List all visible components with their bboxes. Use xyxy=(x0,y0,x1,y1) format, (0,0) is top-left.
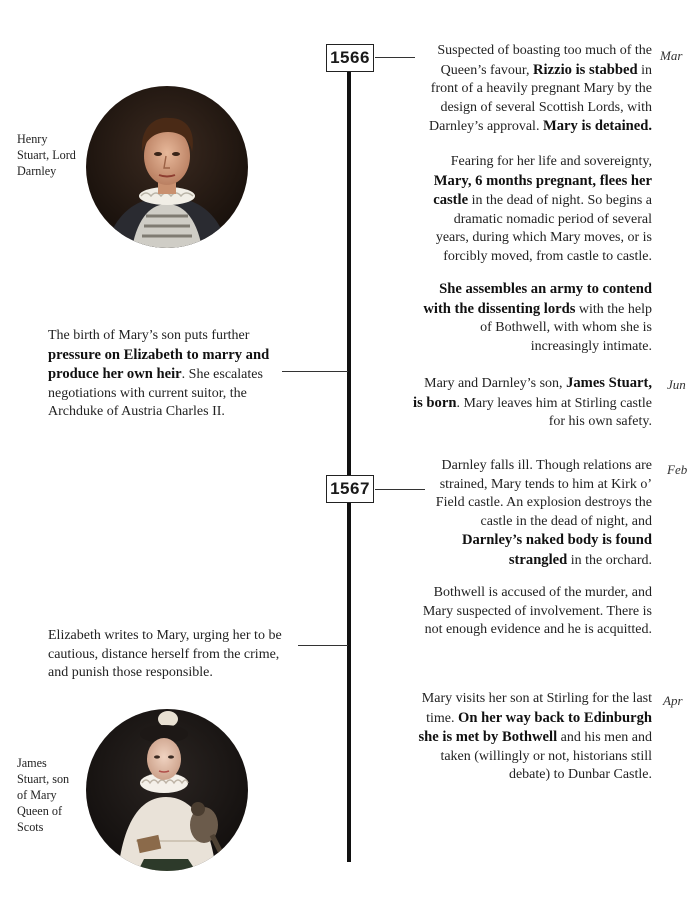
event-highlight: She assembles an army to contend with the dissenting lords xyxy=(423,281,652,317)
connector-1567 xyxy=(375,489,425,490)
month-label-feb: Feb xyxy=(667,462,688,477)
year-marker-1566: 1566 xyxy=(326,44,374,72)
event-text: . Mary leaves him at Stirling castle for his own safety. xyxy=(456,395,652,429)
event-text: in the dead of night. So begins a dramatic nomadic period of several years, during which Mary moves, or is forcibly moved, from castle to castle. xyxy=(435,193,652,264)
event-text: Darnley falls ill. Though relations are strained, Mary tends to him at Kirk o’ Field castle. An explosion destroys the castle in the dead of night, and xyxy=(435,458,652,529)
month-label-apr: Apr xyxy=(663,693,683,708)
month-label-jun: Jun xyxy=(667,377,686,392)
event-text: and his men and taken (willingly or not, historians still debate) to Dunbar Castle. xyxy=(440,730,652,782)
event-text: in front of a heavily pregnant Mary by the design of several Scottish Lords, with Darnley’s approval. xyxy=(429,62,652,134)
event-highlight: On her way back to Edinburgh she is met by Bothwell xyxy=(418,709,652,745)
event-text: in the orchard. xyxy=(567,552,652,568)
event-flees-castle xyxy=(420,153,652,266)
event-text: Suspected of boasting too much of the Queen’s favour, xyxy=(437,43,652,78)
event-highlight: Darnley’s naked body is found strangled xyxy=(461,532,652,568)
james-caption: James Stuart, son of Mary Queen of Scots xyxy=(17,756,70,834)
darnley-portrait xyxy=(86,86,248,248)
timeline-spine xyxy=(347,62,351,862)
event-dunbar-castle xyxy=(412,690,652,785)
event-highlight: Rizzio is stabbed xyxy=(533,61,638,78)
event-text: Elizabeth writes to Mary, urging her to be cautious, distance herself from the crime, and punish those responsible. xyxy=(48,628,282,680)
event-highlight: Mary is detained. xyxy=(542,118,652,134)
event-bothwell-acquitted xyxy=(420,584,652,640)
event-text: Mary and Darnley’s son, xyxy=(424,376,567,391)
event-elizabeth-heir xyxy=(48,327,288,422)
connector-1566 xyxy=(375,57,415,58)
event-highlight: Mary, 6 months pregnant, flees her castle xyxy=(433,172,652,208)
darnley-portrait-image xyxy=(86,86,248,248)
connector-left-2 xyxy=(298,645,348,646)
connector-left-1 xyxy=(282,371,348,372)
event-highlight: pressure on Elizabeth to marry and produce her own heir xyxy=(48,346,270,382)
event-text: Mary visits her son at Stirling for the last time. xyxy=(421,691,652,726)
event-darnley-murder xyxy=(420,457,652,570)
event-assembles-army xyxy=(416,280,652,356)
event-text: The birth of Mary’s son puts further xyxy=(48,328,250,343)
event-text: Fearing for her life and sovereignty, xyxy=(450,154,652,169)
event-rizzio xyxy=(412,42,652,137)
event-text: Bothwell is accused of the murder, and Mary suspected of involvement. There is not enough evidence and he is acquitted. xyxy=(422,585,652,637)
event-james-born xyxy=(412,374,652,432)
event-elizabeth-letter xyxy=(48,627,298,683)
event-text: . She escalates negotiations with current suitor, the Archduke of Austria Charles II. xyxy=(48,367,263,419)
darnley-caption: Henry Stuart, Lord Darnley xyxy=(17,132,76,178)
event-highlight: James Stuart, is born xyxy=(413,375,652,411)
year-marker-1567: 1567 xyxy=(326,475,374,503)
event-text: with the help of Bothwell, with whom she is increasingly intimate. xyxy=(480,301,652,354)
james-portrait xyxy=(86,709,248,871)
month-label-mar: Mar xyxy=(660,48,683,63)
james-portrait-image xyxy=(86,709,248,871)
